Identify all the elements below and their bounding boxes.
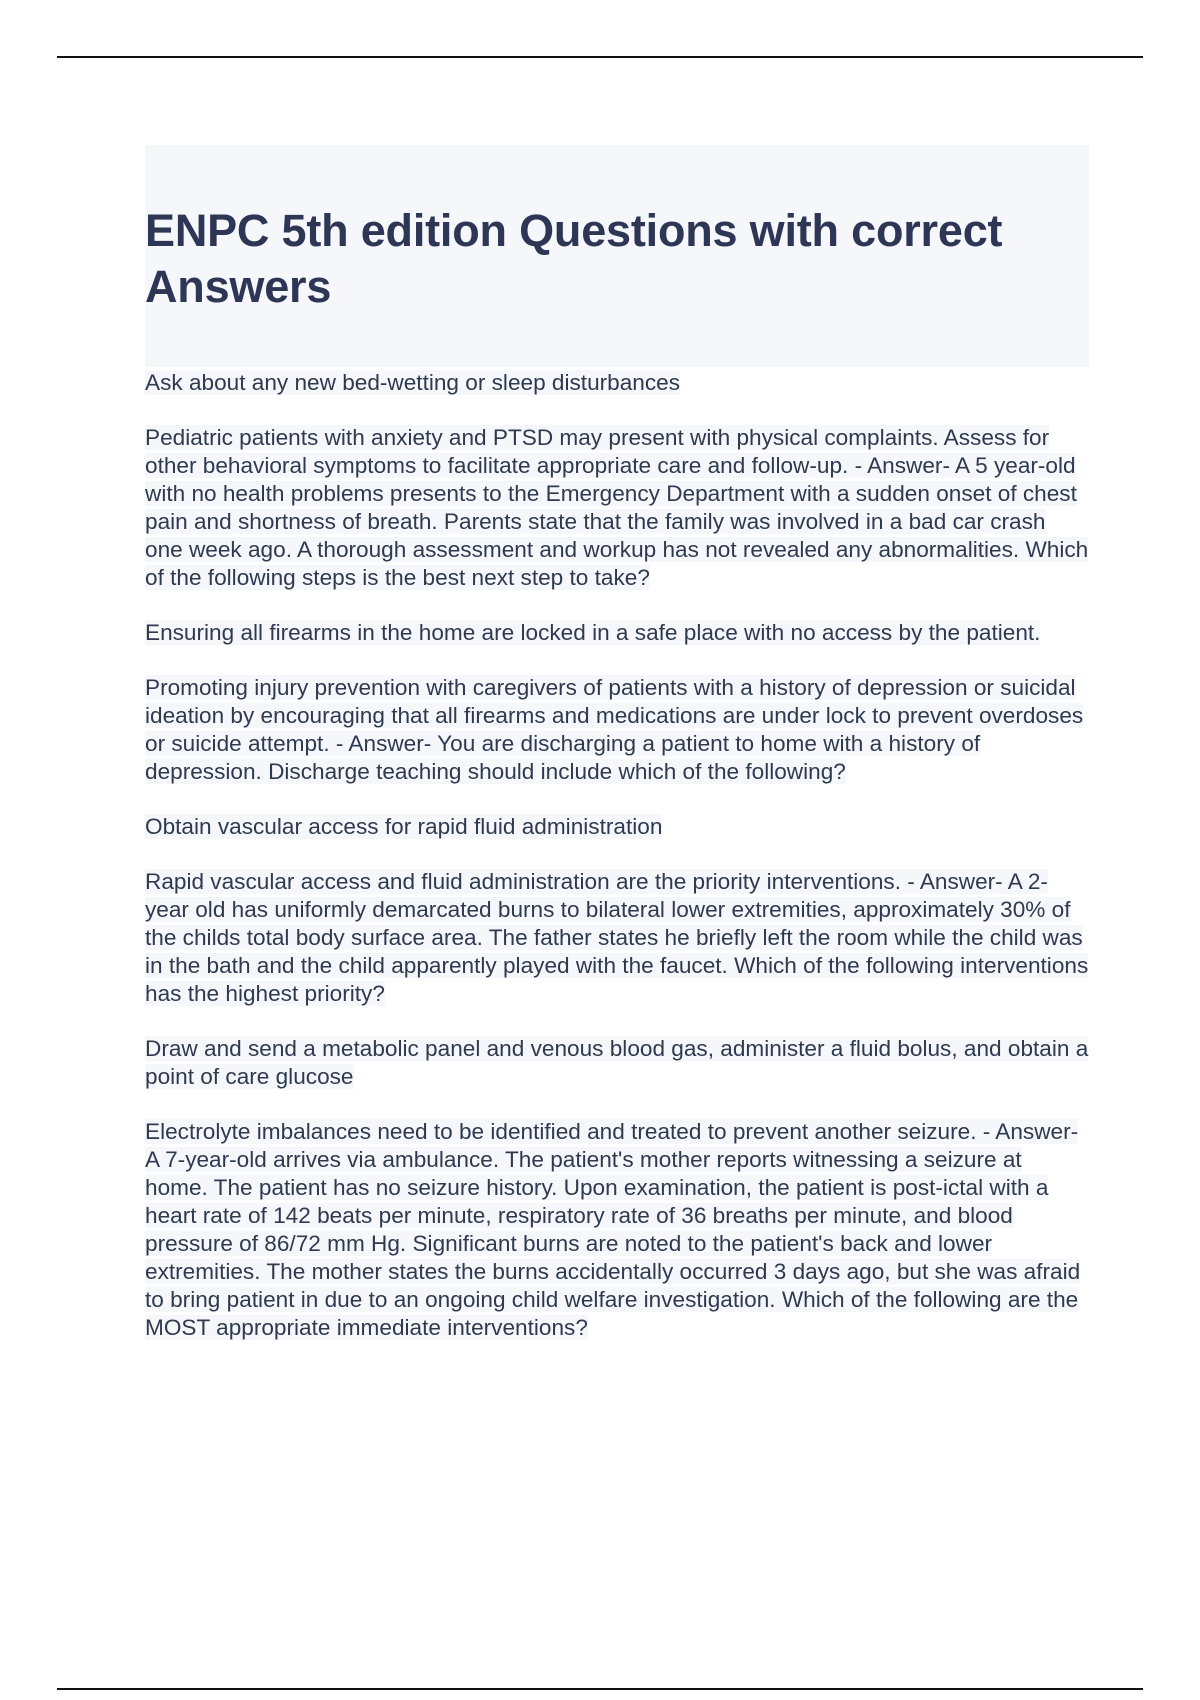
answer-paragraph bbox=[145, 619, 1089, 647]
answer-paragraph bbox=[145, 1035, 1089, 1091]
question-text: Rapid vascular access and fluid administration are the priority interventions. - Answer- A 2-year old has uniformly demarcated burns to bilateral lower extremities, approximately 30% of the childs total body surface area. The father states he briefly left the room while the child was in the bath and the child apparently played with the faucet. Which of the following interventions has the highest priority? bbox=[145, 869, 1089, 1006]
answer-text: Ask about any new bed-wetting or sleep disturbances bbox=[145, 370, 681, 395]
question-text: Promoting injury prevention with caregivers of patients with a history of depression or suicidal ideation by encouraging that all firearms and medications are under lock to prevent overdoses or suicide attempt. - Answer- You are discharging a patient to home with a history of depression. Discharge teaching should include which of the following? bbox=[145, 675, 1084, 784]
question-text: Electrolyte imbalances need to be identified and treated to prevent another seizure. - Answer- A 7-year-old arrives via ambulance. The patient's mother reports witnessing a seizure at home. The patient has no seizure history. Upon examination, the patient is post-ictal with a heart rate of 142 beats per minute, respiratory rate of 36 breaths per minute, and blood pressure of 86/72 mm Hg. Significant burns are noted to the patient's back and lower extremities. The mother states the burns accidentally occurred 3 days ago, but she was afraid to bring patient in due to an ongoing child welfare investigation. Which of the following are the MOST appropriate immediate interventions? bbox=[145, 1119, 1081, 1340]
document-body bbox=[145, 145, 1089, 1369]
answer-text: Draw and send a metabolic panel and venous blood gas, administer a fluid bolus, and obtain a point of care glucose bbox=[145, 1036, 1089, 1089]
question-paragraph bbox=[145, 868, 1089, 1008]
answer-paragraph bbox=[145, 813, 1089, 841]
page-title: ENPC 5th edition Questions with correct Answers bbox=[145, 205, 1003, 312]
title-block bbox=[145, 145, 1089, 367]
top-rule bbox=[57, 56, 1143, 58]
question-text: Pediatric patients with anxiety and PTSD may present with physical complaints. Assess for other behavioral symptoms to facilitate appropriate care and follow-up. - Answer- A 5 year-old with no health problems presents to the Emergency Department with a sudden onset of chest pain and shortness of breath. Parents state that the family was involved in a bad car crash one week ago. A thorough assessment and workup has not revealed any abnormalities. Which of the following steps is the best next step to take? bbox=[145, 425, 1089, 590]
answer-paragraph bbox=[145, 369, 1089, 397]
qa-list bbox=[145, 369, 1089, 1342]
question-paragraph bbox=[145, 1118, 1089, 1342]
answer-text: Obtain vascular access for rapid fluid administration bbox=[145, 814, 663, 839]
bottom-rule bbox=[57, 1688, 1143, 1690]
question-paragraph bbox=[145, 424, 1089, 592]
answer-text: Ensuring all firearms in the home are locked in a safe place with no access by the patient. bbox=[145, 620, 1041, 645]
question-paragraph bbox=[145, 674, 1089, 786]
